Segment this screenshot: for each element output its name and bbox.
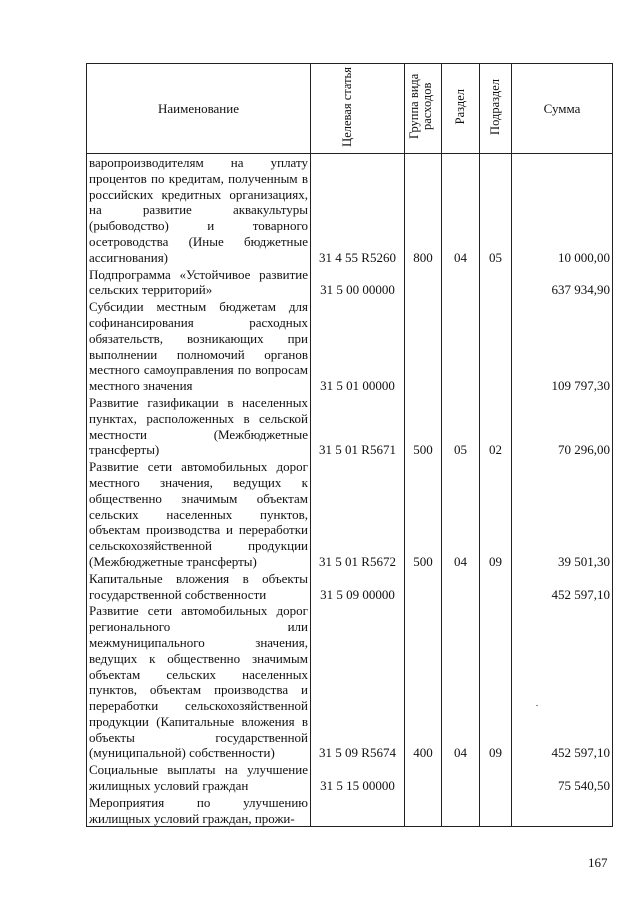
row-group xyxy=(405,266,442,299)
row-subsection xyxy=(480,298,512,394)
budget-table xyxy=(86,63,613,827)
header-subsection: Подраздел xyxy=(487,78,502,135)
row-amount: 637 934,90 xyxy=(512,266,613,299)
row-code: 31 5 01 R5672 xyxy=(311,458,405,570)
row-amount: 452 597,10 xyxy=(512,602,613,761)
row-code: 31 5 15 00000 xyxy=(311,761,405,794)
row-subsection: 05 xyxy=(480,154,512,266)
row-name: Развитие сети автомобильных дорог местного значения, ведущих к общественно значимым объектам сельских населенных пунктов, объектам производства и переработки сельскохозяйственной продукции (Межбюджетные трансферты) xyxy=(87,458,311,570)
row-code: 31 4 55 R5260 xyxy=(311,154,405,266)
row-subsection xyxy=(480,794,512,827)
table-row xyxy=(87,298,613,394)
row-amount: 70 296,00 xyxy=(512,394,613,458)
table-row xyxy=(87,602,613,761)
table-row xyxy=(87,570,613,603)
row-subsection xyxy=(480,266,512,299)
row-group: 500 xyxy=(405,458,442,570)
table-row xyxy=(87,394,613,458)
row-group: 400 xyxy=(405,602,442,761)
header-group-cell xyxy=(405,64,442,154)
row-subsection: 09 xyxy=(480,458,512,570)
row-name: Мероприятия по улучшению жилищных условий граждан, прожи- xyxy=(87,794,311,827)
header-name: Наименование xyxy=(87,64,311,154)
row-section xyxy=(442,298,480,394)
row-group xyxy=(405,298,442,394)
row-code: 31 5 01 R5671 xyxy=(311,394,405,458)
row-amount xyxy=(512,794,613,827)
header-section-cell xyxy=(442,64,480,154)
row-subsection xyxy=(480,570,512,603)
header-subsection-cell xyxy=(480,64,512,154)
table-row xyxy=(87,794,613,827)
row-section xyxy=(442,794,480,827)
row-name: Капитальные вложения в объекты государственной собственности xyxy=(87,570,311,603)
row-name: Субсидии местным бюджетам для софинансирования расходных обязательств, возникающих при выполнении полномочий органов местного самоуправления по вопросам местного значения xyxy=(87,298,311,394)
row-group: 800 xyxy=(405,154,442,266)
row-code: 31 5 09 00000 xyxy=(311,570,405,603)
table-row xyxy=(87,458,613,570)
row-section: 04 xyxy=(442,458,480,570)
row-subsection: 02 xyxy=(480,394,512,458)
row-amount: 452 597,10 xyxy=(512,570,613,603)
header-target-cell xyxy=(311,64,405,154)
row-code: 31 5 09 R5674 xyxy=(311,602,405,761)
row-group xyxy=(405,794,442,827)
row-name: Подпрограмма «Устойчивое развитие сельских территорий» xyxy=(87,266,311,299)
header-amount: Сумма xyxy=(512,64,613,154)
row-section xyxy=(442,761,480,794)
scan-speck xyxy=(536,705,538,706)
row-group xyxy=(405,570,442,603)
row-amount: 39 501,30 xyxy=(512,458,613,570)
row-subsection: 09 xyxy=(480,602,512,761)
row-code: 31 5 01 00000 xyxy=(311,298,405,394)
row-name: Развитие газификации в населенных пунктах, расположенных в сельской местности (Межбюджетные трансферты) xyxy=(87,394,311,458)
row-group: 500 xyxy=(405,394,442,458)
row-amount: 10 000,00 xyxy=(512,154,613,266)
header-target: Целевая статья xyxy=(339,66,354,147)
row-section: 04 xyxy=(442,602,480,761)
row-name: варопроизводителям на уплату процентов по кредитам, полученным в российских кредитных организациях, на развитие аквакультуры (рыбоводство) и товарного осетроводства (Иные бюджетные ассигнования) xyxy=(87,154,311,266)
row-code: 31 5 00 00000 xyxy=(311,266,405,299)
row-name: Развитие сети автомобильных дорог регионального или межмуниципального значения, ведущих к общественно значимым объектам сельских населенных пунктов, объектам производства и переработки сельскохозяйственной продукции (Капитальные вложения в объекты государственной (муниципальной) собственности) xyxy=(87,602,311,761)
table-row xyxy=(87,761,613,794)
row-section: 04 xyxy=(442,154,480,266)
row-group xyxy=(405,761,442,794)
row-amount: 75 540,50 xyxy=(512,761,613,794)
row-amount: 109 797,30 xyxy=(512,298,613,394)
table-row xyxy=(87,154,613,266)
row-subsection xyxy=(480,761,512,794)
header-group: Группа вида расходов xyxy=(407,73,435,140)
table-header-row xyxy=(87,64,613,154)
page-number: 167 xyxy=(588,855,608,870)
row-section: 05 xyxy=(442,394,480,458)
row-section xyxy=(442,266,480,299)
header-section: Раздел xyxy=(452,88,467,125)
row-name: Социальные выплаты на улучшение жилищных условий граждан xyxy=(87,761,311,794)
row-section xyxy=(442,570,480,603)
row-code xyxy=(311,794,405,827)
table-row xyxy=(87,266,613,299)
